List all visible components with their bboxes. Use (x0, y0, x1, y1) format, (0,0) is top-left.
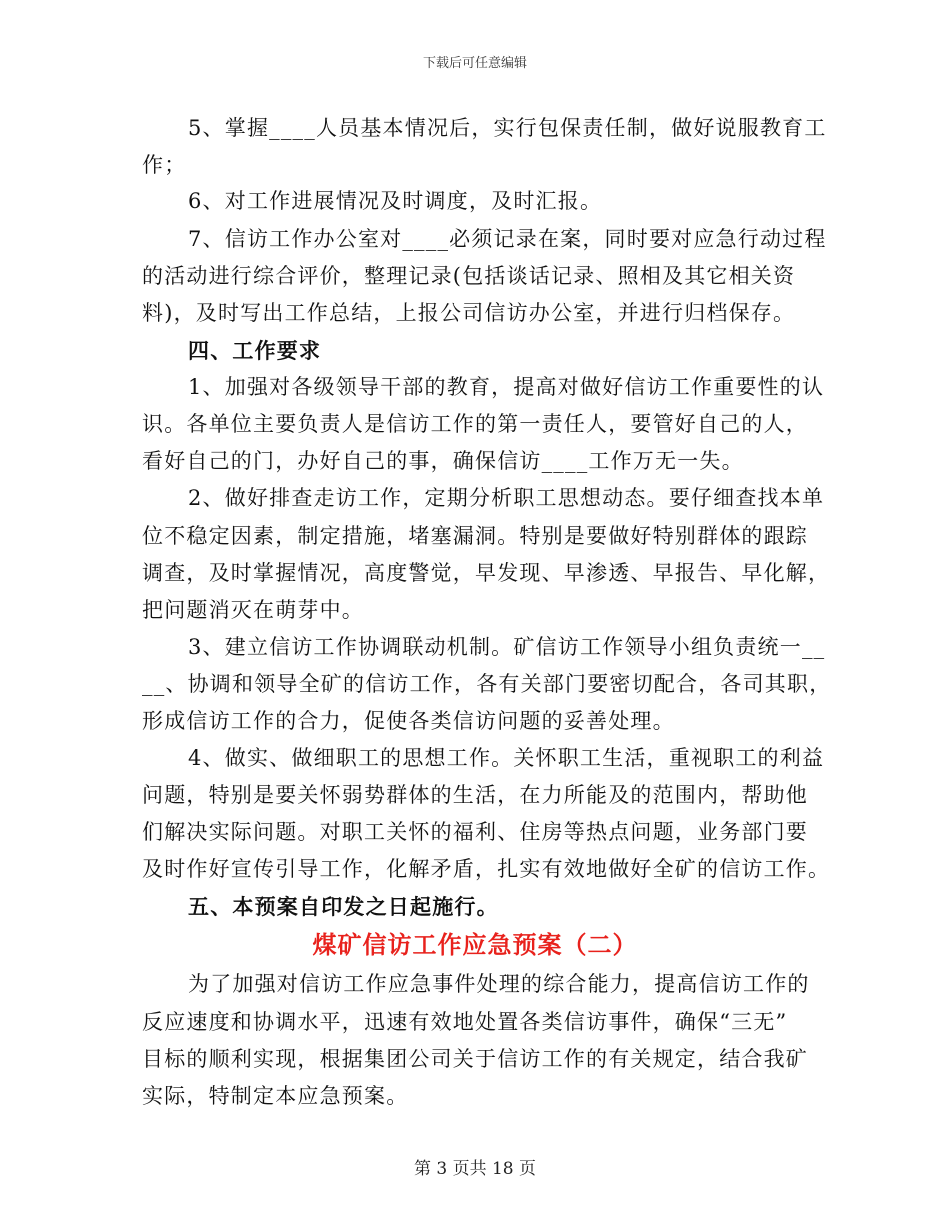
intro-line: 实际，特制定本应急预案。 (142, 1084, 409, 1108)
paragraph-line: __、协调和领导全矿的信访工作，各有关部门要密切配合，各司其职， (142, 672, 832, 696)
page-header: 下载后可任意编辑 (422, 56, 527, 71)
intro-line: 反应速度和协调水平，迅速有效地处置各类信访事件，确保“三无” (142, 1010, 788, 1034)
section-heading: 五、本预案自印发之日起施行。 (188, 894, 499, 919)
paragraph-line: 6、对工作进展情况及时调度，及时汇报。 (188, 189, 603, 213)
intro-line: 目标的顺利实现，根据集团公司关于信访工作的有关规定，结合我矿 (142, 1047, 808, 1071)
paragraph-line: 7、信访工作办公室对____必须记录在案，同时要对应急行动过程 (188, 227, 827, 251)
section-heading: 四、工作要求 (188, 338, 322, 363)
paragraph-line: 把问题消灭在萌芽中。 (142, 598, 364, 622)
paragraph-line: 们解决实际问题。对职工关怀的福利、住房等热点问题，业务部门要 (142, 820, 808, 844)
paragraph-line: 调查，及时掌握情况，高度警觉，早发现、早渗透、早报告、早化解， (142, 561, 831, 585)
page-footer: 第 3 页共 18 页 (413, 1159, 537, 1179)
paragraph-line: 及时作好宣传引导工作，化解矛盾，扎实有效地做好全矿的信访工作。 (142, 857, 831, 881)
intro-line: 为了加强对信访工作应急事件处理的综合能力，提高信访工作的 (188, 972, 810, 996)
paragraph-line: 看好自己的门，办好自己的事，确保信访____工作万无一失。 (142, 449, 744, 473)
paragraph-line: 2、做好排查走访工作，定期分析职工思想动态。要仔细查找本单 (188, 486, 825, 510)
paragraph-line: 料)，及时写出工作总结，上报公司信访办公室，并进行归档保存。 (142, 301, 796, 325)
paragraph-line: 位不稳定因素，制定措施，堵塞漏洞。特别是要做好特别群体的跟踪 (142, 524, 808, 548)
paragraph-line: 问题，特别是要关怀弱势群体的生活，在力所能及的范围内，帮助他 (142, 783, 808, 807)
paragraph-line: 5、掌握____人员基本情况后，实行包保责任制，做好说服教育工 (188, 116, 827, 140)
paragraph-line: 3、建立信访工作协调联动机制。矿信访工作领导小组负责统一__ (188, 635, 826, 659)
paragraph-line: 识。各单位主要负责人是信访工作的第一责任人，要管好自己的人， (142, 412, 808, 436)
paragraph-line: 4、做实、做细职工的思想工作。关怀职工生活，重视职工的利益 (188, 746, 825, 770)
paragraph-line: 的活动进行综合评价，整理记录(包括谈话记录、照相及其它相关资 (142, 264, 796, 288)
paragraph-line: 形成信访工作的合力，促使各类信访问题的妥善处理。 (142, 709, 675, 733)
section-title: 煤矿信访工作应急预案（二） (312, 930, 638, 959)
paragraph-line: 1、加强对各级领导干部的教育，提高对做好信访工作重要性的认 (188, 375, 825, 399)
paragraph-line: 作； (142, 153, 187, 177)
